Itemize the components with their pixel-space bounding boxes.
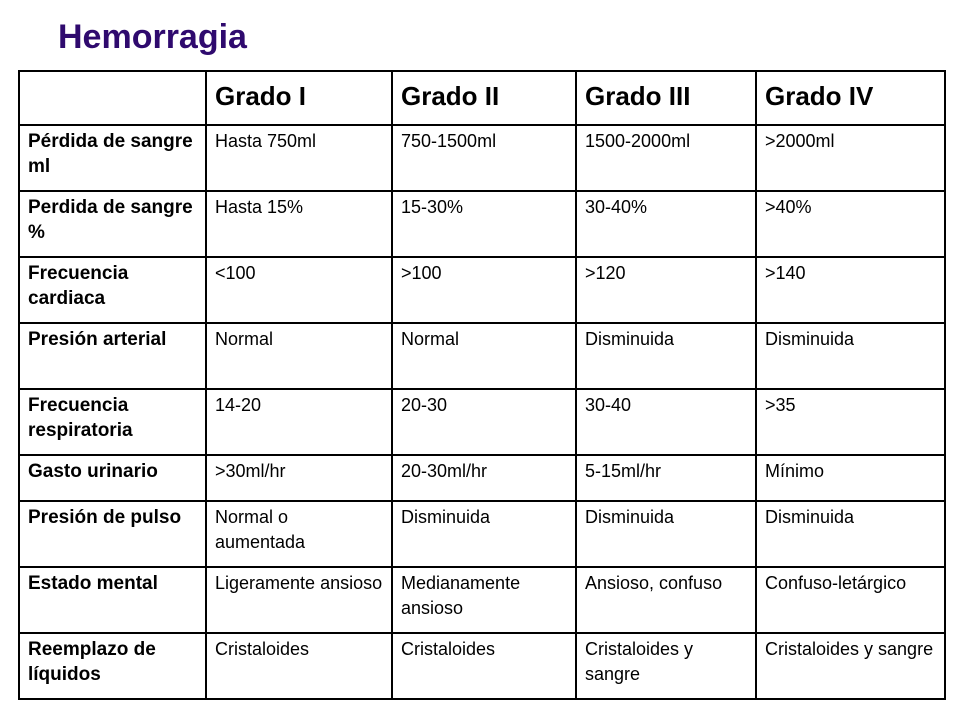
table-cell: 750-1500ml xyxy=(392,125,576,191)
header-grado-2: Grado II xyxy=(392,71,576,125)
table-cell: 30-40 xyxy=(576,389,756,455)
table-cell: 30-40% xyxy=(576,191,756,257)
page-title: Hemorragia xyxy=(58,18,247,56)
table-row xyxy=(19,455,945,501)
row-label: Reemplazo de líquidos xyxy=(19,633,206,699)
table-cell: Ansioso, confuso xyxy=(576,567,756,633)
table-cell: >100 xyxy=(392,257,576,323)
table-row xyxy=(19,567,945,633)
table-cell: Medianamente ansioso xyxy=(392,567,576,633)
row-label: Presión de pulso xyxy=(19,501,206,567)
row-label: Gasto urinario xyxy=(19,455,206,501)
table-cell: Normal xyxy=(206,323,392,389)
table-cell: 5-15ml/hr xyxy=(576,455,756,501)
table-cell: Confuso-letárgico xyxy=(756,567,945,633)
table-cell: 1500-2000ml xyxy=(576,125,756,191)
row-label: Estado mental xyxy=(19,567,206,633)
table-cell: <100 xyxy=(206,257,392,323)
table-cell: >2000ml xyxy=(756,125,945,191)
row-label: Frecuencia respiratoria xyxy=(19,389,206,455)
header-empty xyxy=(19,71,206,125)
table-cell: Mínimo xyxy=(756,455,945,501)
table-cell: >120 xyxy=(576,257,756,323)
table-cell: Cristaloides y sangre xyxy=(756,633,945,699)
table-cell: >40% xyxy=(756,191,945,257)
table-cell: Disminuida xyxy=(576,501,756,567)
table-cell: Normal o aumentada xyxy=(206,501,392,567)
table-cell: 15-30% xyxy=(392,191,576,257)
table-cell: Cristaloides y sangre xyxy=(576,633,756,699)
table-cell: >30ml/hr xyxy=(206,455,392,501)
table-cell: Normal xyxy=(392,323,576,389)
table-row xyxy=(19,125,945,191)
header-grado-4: Grado IV xyxy=(756,71,945,125)
table-cell: Disminuida xyxy=(576,323,756,389)
table-cell: Disminuida xyxy=(756,501,945,567)
table-cell: 20-30 xyxy=(392,389,576,455)
header-grado-1: Grado I xyxy=(206,71,392,125)
table-row xyxy=(19,323,945,389)
table-row xyxy=(19,257,945,323)
table-cell: >140 xyxy=(756,257,945,323)
table-cell: Hasta 750ml xyxy=(206,125,392,191)
header-grado-3: Grado III xyxy=(576,71,756,125)
table-header-row xyxy=(19,71,945,125)
table-cell: Ligeramente ansioso xyxy=(206,567,392,633)
table-row xyxy=(19,501,945,567)
table-cell: Cristaloides xyxy=(392,633,576,699)
row-label: Pérdida de sangre ml xyxy=(19,125,206,191)
table-cell: Cristaloides xyxy=(206,633,392,699)
row-label: Frecuencia cardiaca xyxy=(19,257,206,323)
table-cell: 14-20 xyxy=(206,389,392,455)
table-cell: Disminuida xyxy=(392,501,576,567)
table-cell: Hasta 15% xyxy=(206,191,392,257)
table-cell: Disminuida xyxy=(756,323,945,389)
row-label: Perdida de sangre % xyxy=(19,191,206,257)
table-cell: 20-30ml/hr xyxy=(392,455,576,501)
row-label: Presión arterial xyxy=(19,323,206,389)
table-cell: >35 xyxy=(756,389,945,455)
table-row xyxy=(19,191,945,257)
table-row xyxy=(19,633,945,699)
table-row xyxy=(19,389,945,455)
hemorrhage-grade-table xyxy=(18,70,946,700)
